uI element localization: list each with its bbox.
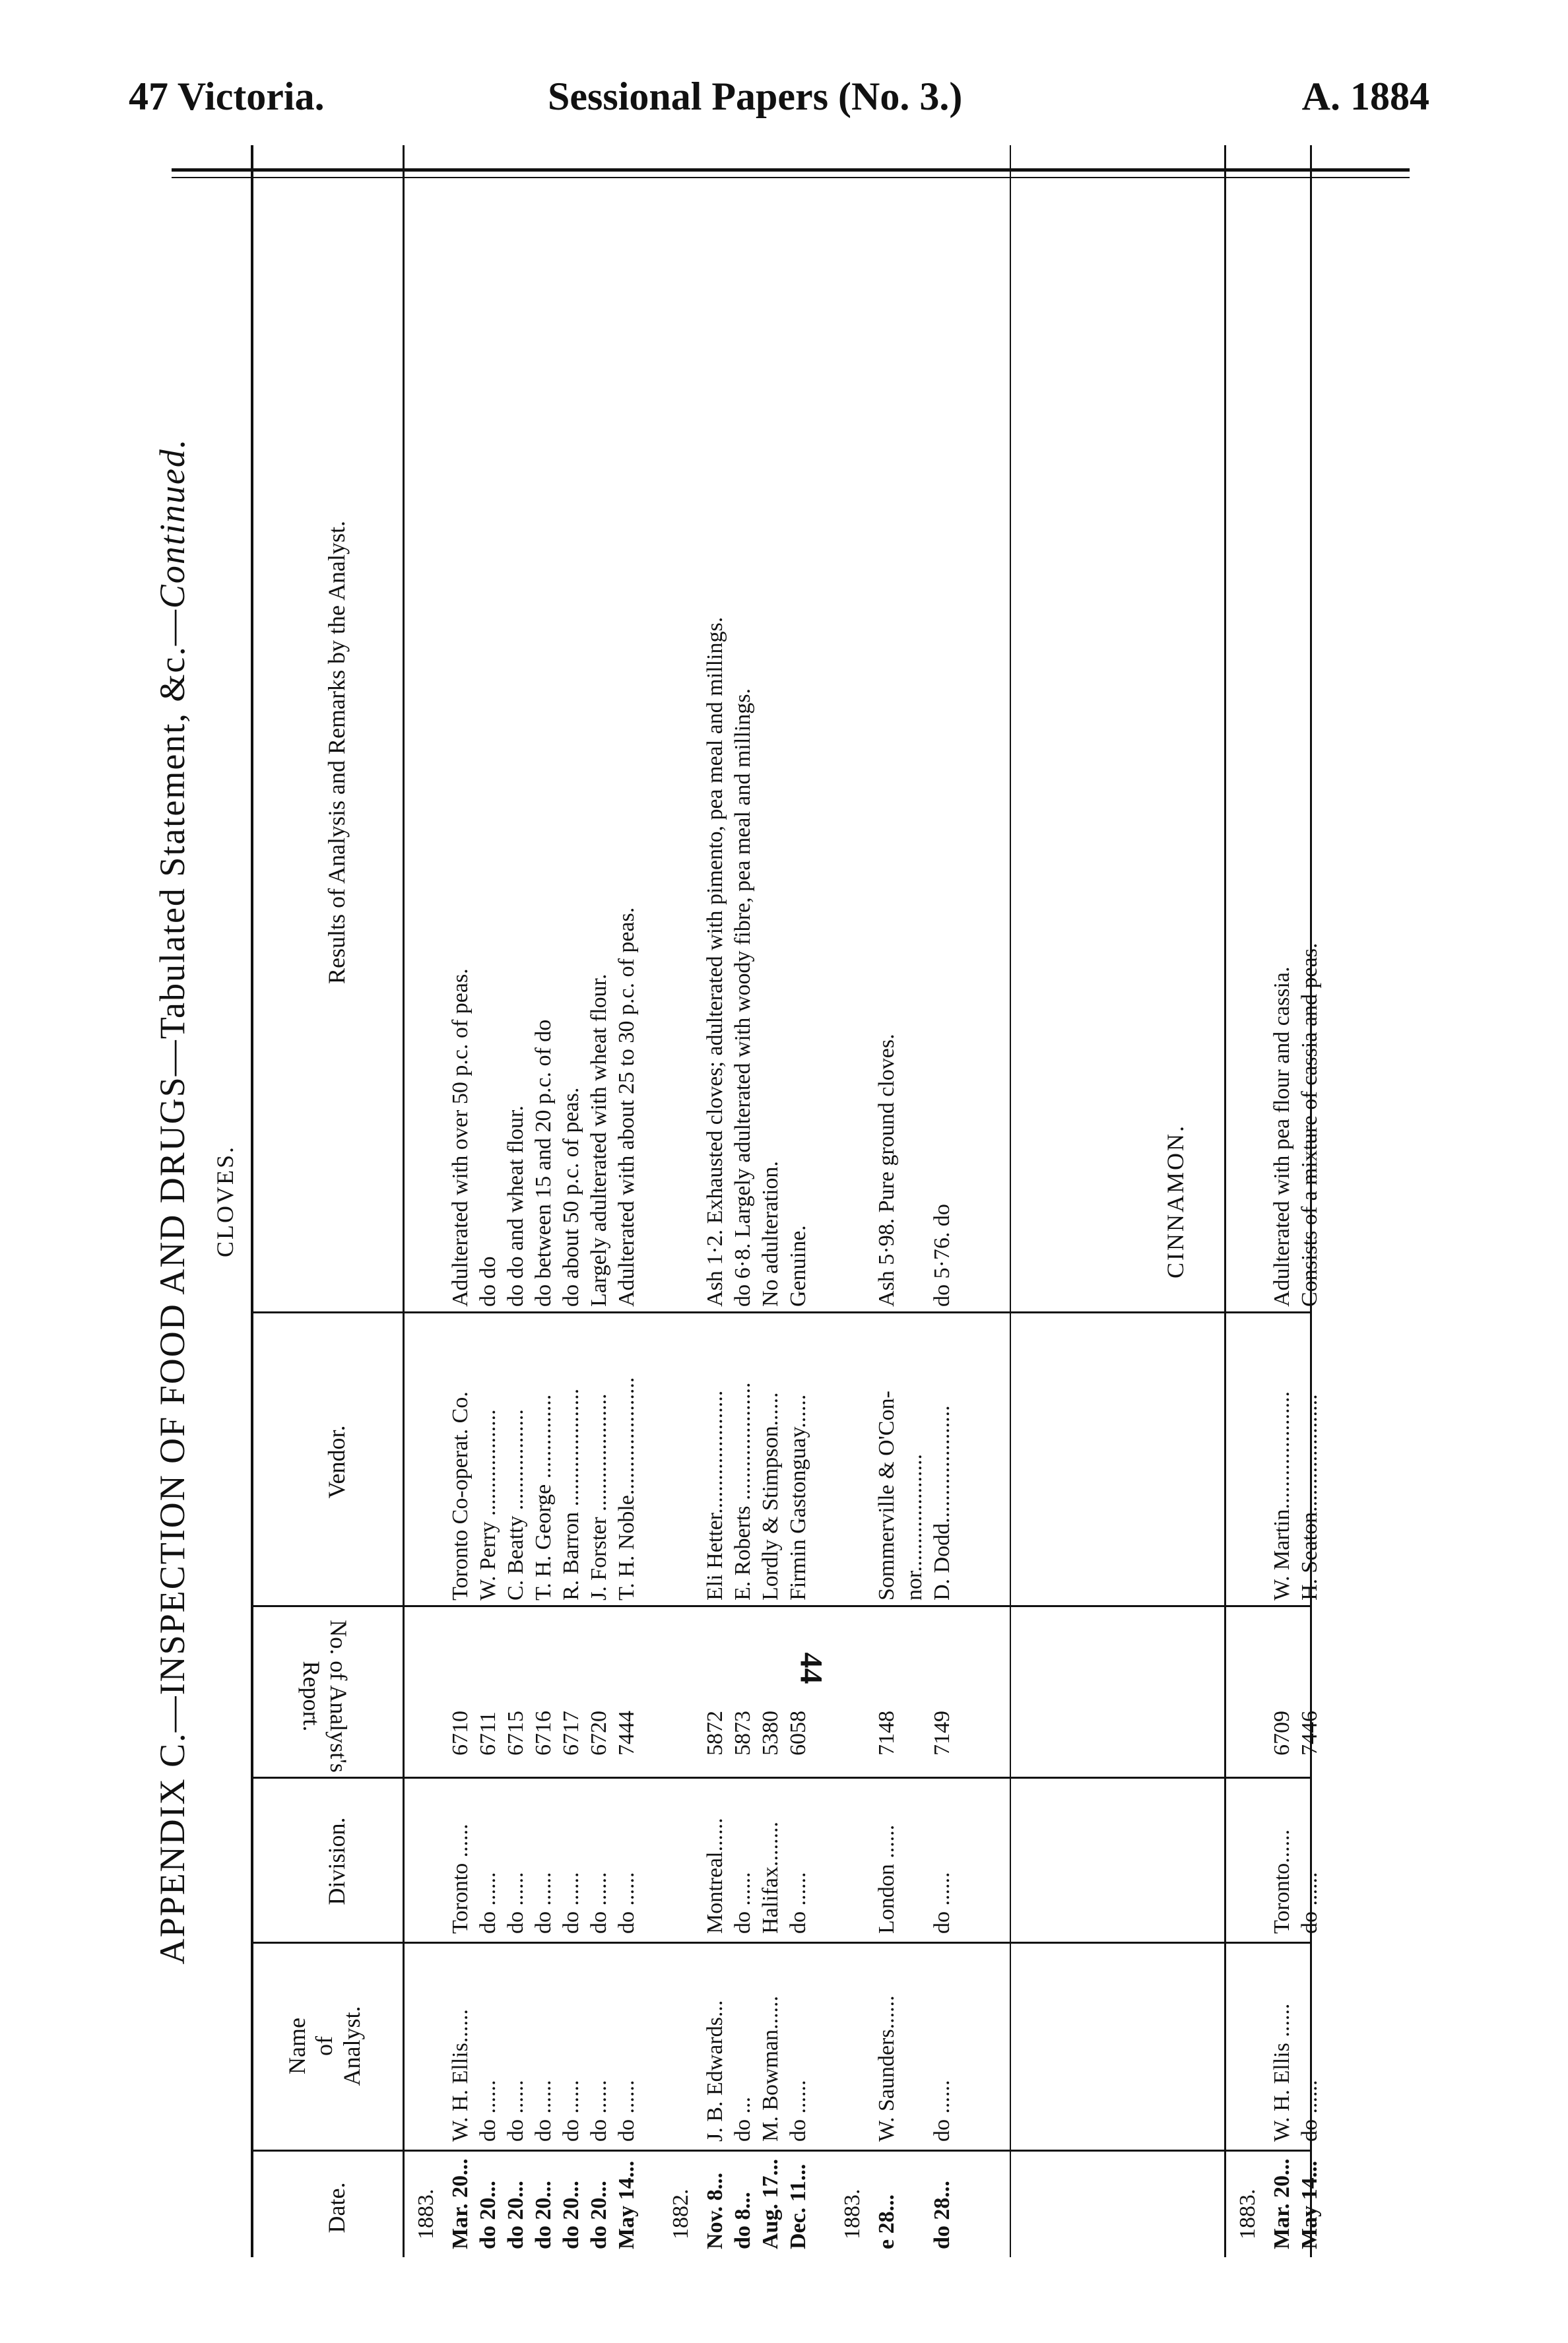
table-title-main: APPENDIX C.—INSPECTION OF FOOD AND DRUGS—Tabulated Statement, &c.— xyxy=(152,609,192,1965)
entry-division: do ...... xyxy=(559,1872,583,1934)
entry-report-number: 6716 xyxy=(531,1711,556,1756)
entry-analyst: do ...... xyxy=(1297,2080,1322,2142)
entry-analyst: do ...... xyxy=(559,2080,583,2142)
colhead-results: Results of Analysis and Remarks by the Analyst. xyxy=(323,521,350,984)
entry-date: do 20... xyxy=(559,2181,583,2249)
entry-vendor: Eli Hetter...................... xyxy=(703,1390,727,1600)
entry-date: do 20... xyxy=(531,2181,556,2249)
entry-vendor-cont: nor..................... xyxy=(902,1454,927,1600)
entry-date: Dec. 11... xyxy=(786,2163,810,2249)
cloves_groups-year: 1882. xyxy=(669,2189,693,2239)
entry-division: do ...... xyxy=(587,1872,611,1934)
entry-date: do 20... xyxy=(587,2181,611,2249)
cloves-bottom-rule xyxy=(1010,145,1011,2257)
entry-vendor: D. Dodd..................... xyxy=(930,1405,954,1600)
heading-bottom-rule xyxy=(403,145,405,2257)
entry-result: Genuine. xyxy=(786,1225,810,1307)
entry-report-number: 6717 xyxy=(559,1711,583,1756)
table-top-rule xyxy=(251,145,253,2257)
entry-division: Toronto...... xyxy=(1270,1829,1294,1934)
entry-division: do ...... xyxy=(614,1872,639,1934)
page-number: 44 xyxy=(793,1652,829,1684)
entry-analyst: W. H. Ellis...... xyxy=(448,2009,473,2142)
entry-result: do about 50 p.c. of peas. xyxy=(559,1087,583,1307)
entry-result: do 6·8. Largely adulterated with woody fibre, pea meal and millings. xyxy=(731,688,755,1307)
entry-report-number: 6058 xyxy=(786,1711,810,1756)
running-header-right: A. 1884 xyxy=(1301,75,1429,118)
entry-analyst: do ...... xyxy=(930,2080,954,2142)
entry-analyst: do ...... xyxy=(614,2080,639,2142)
entry-result: do do xyxy=(476,1256,500,1307)
section-cinnamon: CINNAMON. xyxy=(1162,1124,1189,1278)
entry-vendor: C. Beatty .................. xyxy=(504,1409,528,1600)
entry-result: Adulterated with pea flour and cassia. xyxy=(1270,966,1294,1307)
entry-analyst: do ...... xyxy=(476,2080,500,2142)
table-title xyxy=(152,145,193,2257)
cloves_groups-year: 1883. xyxy=(414,2189,438,2239)
entry-vendor: T. H. Noble..................... xyxy=(614,1377,639,1600)
entry-date: e 28... xyxy=(874,2194,899,2249)
entry-result: Ash 5·98. Pure ground cloves. xyxy=(874,1034,899,1307)
entry-division: Toronto ...... xyxy=(448,1824,473,1934)
entry-division: do ...... xyxy=(930,1872,954,1934)
entry-report-number: 6710 xyxy=(448,1711,473,1756)
column-divider-1 xyxy=(251,1942,1310,1944)
entry-analyst: M. Bowman...... xyxy=(758,1996,783,2142)
rotated-table-page xyxy=(152,145,1392,2257)
entry-report-number: 6715 xyxy=(504,1711,528,1756)
entry-date: Nov. 8... xyxy=(703,2172,727,2249)
colhead-division: Division. xyxy=(323,1817,350,1905)
entry-report-number: 7446 xyxy=(1297,1711,1322,1756)
entry-analyst: W. Saunders...... xyxy=(874,1995,899,2142)
entry-date: Mar. 20... xyxy=(1270,2158,1294,2249)
entry-division: do ...... xyxy=(504,1872,528,1934)
entry-report-number: 5872 xyxy=(703,1711,727,1756)
colhead-vendor: Vendor. xyxy=(323,1425,350,1499)
entry-report-number: 6720 xyxy=(587,1711,611,1756)
entry-vendor: R. Barron ..................... xyxy=(559,1388,583,1600)
cinnamon-top-rule xyxy=(1224,145,1226,2257)
cinnamon_groups-year: 1883. xyxy=(1235,2189,1260,2239)
entry-vendor: W. Martin..................... xyxy=(1270,1391,1294,1600)
entry-vendor: Lordly & Stimpson...... xyxy=(758,1392,783,1600)
entry-date: do 20... xyxy=(504,2181,528,2249)
entry-analyst: do ...... xyxy=(504,2080,528,2142)
entry-division: do ...... xyxy=(1297,1872,1322,1934)
entry-result: Adulterated with over 50 p.c. of peas. xyxy=(448,968,473,1307)
entry-analyst: do ... xyxy=(731,2097,755,2142)
entry-division: Halifax........ xyxy=(758,1822,783,1934)
entry-date: May 14... xyxy=(1297,2160,1322,2249)
colhead-report: No. of Analyst's Report. xyxy=(298,1620,352,1773)
entry-division: Montreal...... xyxy=(703,1818,727,1934)
cloves_groups-year: 1883. xyxy=(840,2189,865,2239)
entry-date: do 20... xyxy=(476,2181,500,2249)
entry-vendor: H. Seaton..................... xyxy=(1297,1394,1322,1600)
entry-result: do 5·76. do xyxy=(930,1204,954,1307)
entry-analyst: do ...... xyxy=(786,2080,810,2142)
entry-result: do between 15 and 20 p.c. of do xyxy=(531,1019,556,1307)
entry-report-number: 7148 xyxy=(874,1711,899,1756)
entry-vendor: J. Forster ..................... xyxy=(587,1393,611,1600)
column-divider-3 xyxy=(251,1605,1310,1607)
entry-vendor: Sommerville & O'Con- xyxy=(874,1391,899,1600)
entry-division: do ...... xyxy=(531,1872,556,1934)
entry-date: do 8... xyxy=(731,2192,755,2249)
running-header-center: Sessional Papers (No. 3.) xyxy=(548,75,963,118)
entry-result: Adulterated with about 25 to 30 p.c. of peas. xyxy=(614,907,639,1307)
entry-result: Consists of a mixture of cassia and peas. xyxy=(1297,942,1322,1307)
section-cloves: CLOVES. xyxy=(212,1145,238,1258)
entry-report-number: 6709 xyxy=(1270,1711,1294,1756)
colhead-date: Date. xyxy=(323,2182,350,2233)
entry-analyst: do ...... xyxy=(531,2080,556,2142)
column-divider-0 xyxy=(251,2150,1310,2152)
entry-division: London ...... xyxy=(874,1824,899,1934)
entry-report-number: 6711 xyxy=(476,1711,500,1756)
entry-vendor: E. Roberts ..................... xyxy=(731,1382,755,1600)
entry-date: Aug. 17... xyxy=(758,2159,783,2249)
entry-report-number: 7444 xyxy=(614,1711,639,1756)
entry-result: Largely adulterated with wheat flour. xyxy=(587,974,611,1307)
table-title-continued: Continued. xyxy=(152,438,192,609)
entry-analyst: W. H. Ellis ...... xyxy=(1270,2003,1294,2142)
colhead-analyst: Name of Analyst. xyxy=(284,2006,365,2086)
entry-date: Mar. 20... xyxy=(448,2158,473,2249)
entry-report-number: 5873 xyxy=(731,1711,755,1756)
entry-vendor: T. H. George ............... xyxy=(531,1394,556,1600)
entry-result: No adulteration. xyxy=(758,1161,783,1307)
running-header-left: 47 Victoria. xyxy=(129,75,325,118)
entry-date: do 28... xyxy=(930,2181,954,2249)
entry-result: do do and wheat flour. xyxy=(504,1106,528,1307)
entry-vendor: W. Perry ................... xyxy=(476,1409,500,1600)
entry-vendor: Firmin Gastonguay...... xyxy=(786,1394,810,1600)
entry-analyst: J. B. Edwards... xyxy=(703,2000,727,2142)
entry-division: do ...... xyxy=(731,1872,755,1934)
entry-result: Ash 1·2. Exhausted cloves; adulterated with pimento, pea meal and millings. xyxy=(703,616,727,1307)
entry-report-number: 7149 xyxy=(930,1711,954,1756)
entry-vendor: Toronto Co-operat. Co. xyxy=(448,1391,473,1600)
entry-date: May 14... xyxy=(614,2160,639,2249)
column-divider-2 xyxy=(251,1777,1310,1779)
entry-analyst: do ...... xyxy=(587,2080,611,2142)
entry-report-number: 5380 xyxy=(758,1711,783,1756)
column-divider-4 xyxy=(251,1311,1310,1313)
entry-division: do ...... xyxy=(476,1872,500,1934)
entry-division: do ...... xyxy=(786,1872,810,1934)
